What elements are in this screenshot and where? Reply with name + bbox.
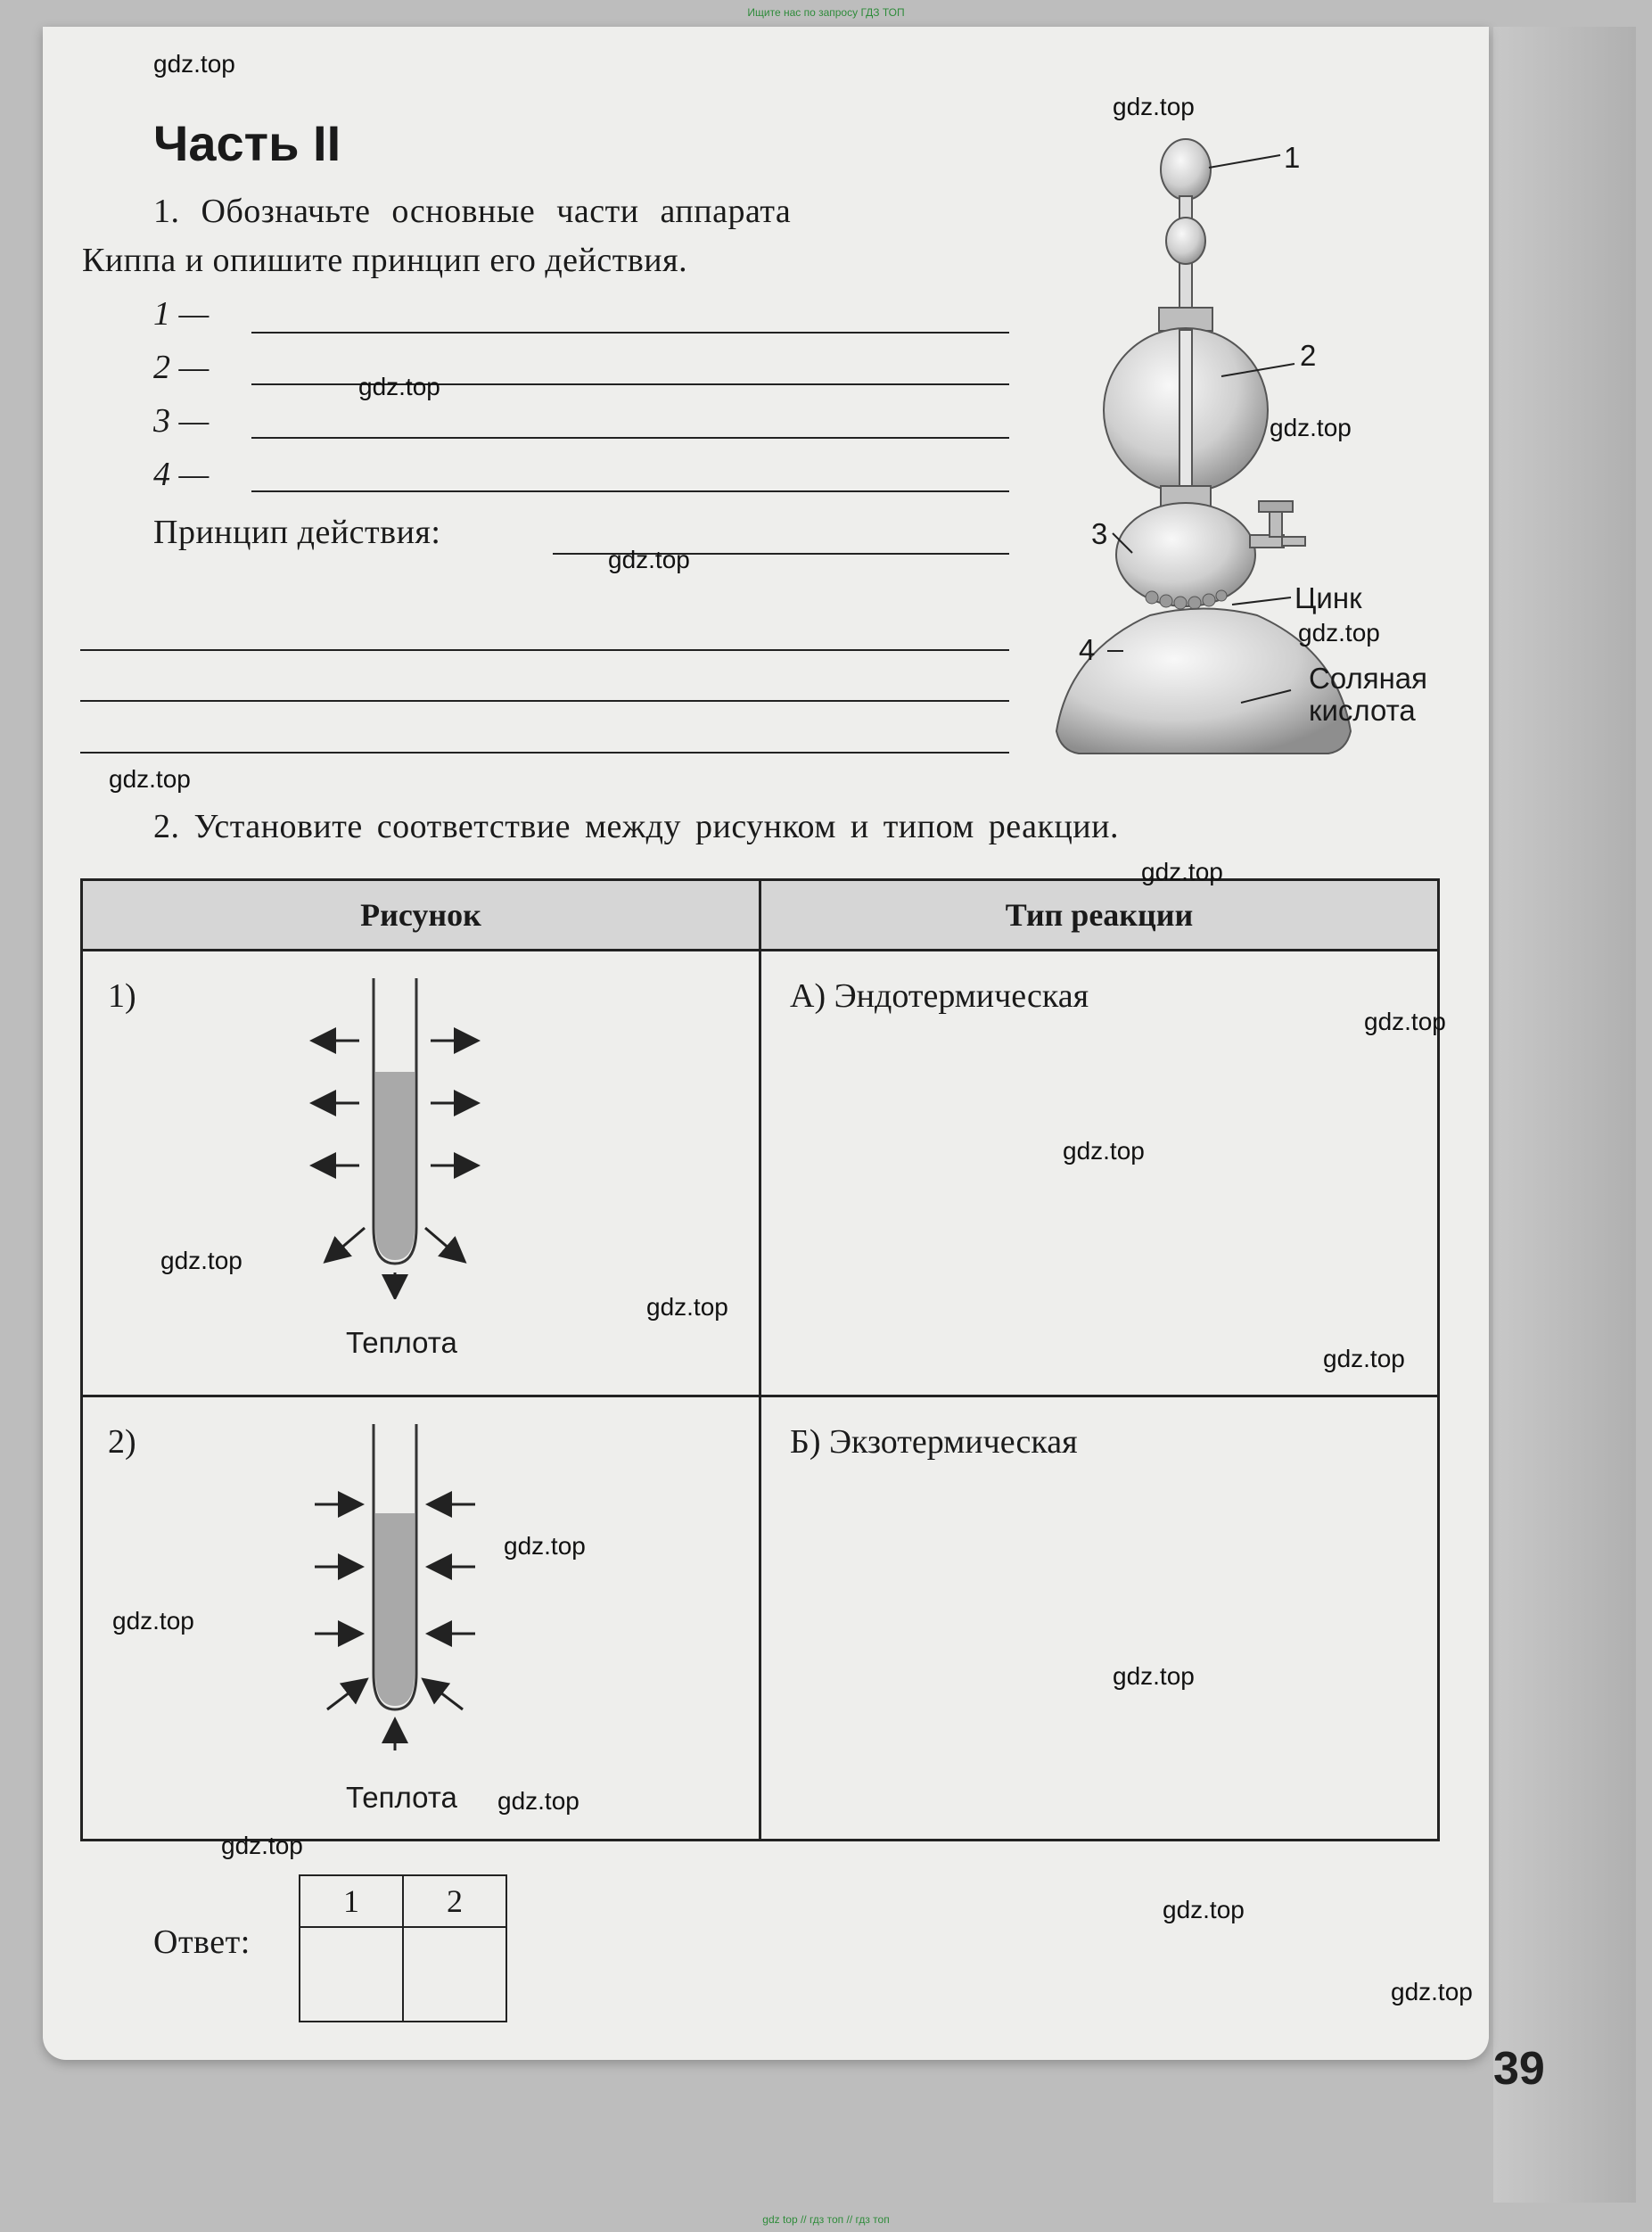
page-number: 39 bbox=[1493, 2043, 1545, 2095]
watermark: gdz.top bbox=[1298, 619, 1380, 647]
top-banner[interactable]: Ищите нас по запросу ГДЗ ТОП bbox=[747, 6, 905, 19]
watermark: gdz.top bbox=[109, 765, 191, 793]
principle-line-3[interactable] bbox=[80, 752, 1009, 754]
watermark: gdz.top bbox=[504, 1532, 586, 1560]
watermark: gdz.top bbox=[1270, 414, 1352, 441]
acid-label-line1: Соляная bbox=[1309, 662, 1428, 695]
watermark: gdz.top bbox=[160, 1247, 242, 1274]
test-tube-heat-in-icon bbox=[297, 1415, 493, 1754]
answer-col-header-1: 1 bbox=[300, 1875, 403, 1927]
reaction-type-cell-b bbox=[760, 1396, 1439, 1841]
watermark: gdz.top bbox=[112, 1607, 194, 1635]
watermark: gdz.top bbox=[1113, 1662, 1195, 1690]
watermark: gdz.top bbox=[358, 373, 440, 400]
watermark: gdz.top bbox=[497, 1787, 579, 1815]
watermark: gdz.top bbox=[1391, 1978, 1473, 2006]
principle-line-2[interactable] bbox=[80, 700, 1009, 702]
answer-line-label-3: 3 — bbox=[153, 402, 210, 440]
part-title: Часть II bbox=[153, 115, 341, 171]
watermark: gdz.top bbox=[1141, 858, 1223, 885]
apparatus-label-2: 2 bbox=[1300, 339, 1317, 372]
watermark: gdz.top bbox=[646, 1293, 728, 1321]
acid-label-line2: кислота bbox=[1309, 694, 1416, 727]
answer-label: Ответ: bbox=[153, 1923, 251, 1961]
answer-line-1[interactable] bbox=[251, 332, 1009, 334]
header-picture: Рисунок bbox=[82, 880, 760, 951]
task2-text: 2. Установите соответствие между рисунком и типом реакции. bbox=[153, 808, 1119, 845]
picture-cell-1 bbox=[82, 951, 760, 1396]
answer-line-label-4: 4 — bbox=[153, 456, 210, 493]
header-reaction-type: Тип реакции bbox=[760, 880, 1439, 951]
watermark: gdz.top bbox=[1063, 1137, 1145, 1165]
task1-text-line1: 1. Обозначьте основные части аппарата bbox=[153, 193, 792, 230]
answer-line-4[interactable] bbox=[251, 490, 1009, 492]
answer-line-label-2: 2 — bbox=[153, 349, 210, 386]
watermark: gdz.top bbox=[221, 1832, 303, 1859]
apparatus-label-4: 4 bbox=[1079, 633, 1096, 666]
heat-label-1: Теплота bbox=[346, 1326, 457, 1359]
watermark: gdz.top bbox=[153, 50, 235, 78]
bottom-footer[interactable]: gdz top // гдз топ // гдз топ bbox=[762, 2213, 890, 2226]
task1-text-line2: Киппа и опишите принцип его действия. bbox=[82, 242, 688, 279]
heat-label-2: Теплота bbox=[346, 1781, 457, 1814]
answer-col-header-2: 2 bbox=[403, 1875, 506, 1927]
apparatus-label-3: 3 bbox=[1091, 517, 1108, 550]
test-tube-heat-out-icon bbox=[297, 969, 493, 1299]
answer-grid bbox=[299, 1874, 507, 2022]
principle-line-1[interactable] bbox=[80, 649, 1009, 651]
watermark: gdz.top bbox=[1113, 93, 1195, 120]
picture-number-1: 1) bbox=[108, 977, 136, 1015]
principle-label: Принцип действия: bbox=[153, 514, 441, 551]
zinc-label: Цинк bbox=[1294, 581, 1362, 614]
reaction-type-a: А) Эндотермическая bbox=[790, 977, 1089, 1015]
reaction-type-b: Б) Экзотермическая bbox=[790, 1423, 1078, 1461]
watermark: gdz.top bbox=[1323, 1345, 1405, 1372]
matching-table bbox=[80, 878, 1440, 1841]
apparatus-label-1: 1 bbox=[1284, 141, 1301, 174]
answer-line-3[interactable] bbox=[251, 437, 1009, 439]
watermark: gdz.top bbox=[1364, 1008, 1446, 1035]
watermark: gdz.top bbox=[1163, 1896, 1245, 1923]
watermark: gdz.top bbox=[608, 546, 690, 573]
picture-number-2: 2) bbox=[108, 1423, 136, 1461]
answer-line-label-1: 1 — bbox=[153, 295, 210, 333]
answer-cell-1[interactable] bbox=[300, 1927, 403, 2022]
reaction-type-cell-a bbox=[760, 951, 1439, 1396]
answer-cell-2[interactable] bbox=[403, 1927, 506, 2022]
